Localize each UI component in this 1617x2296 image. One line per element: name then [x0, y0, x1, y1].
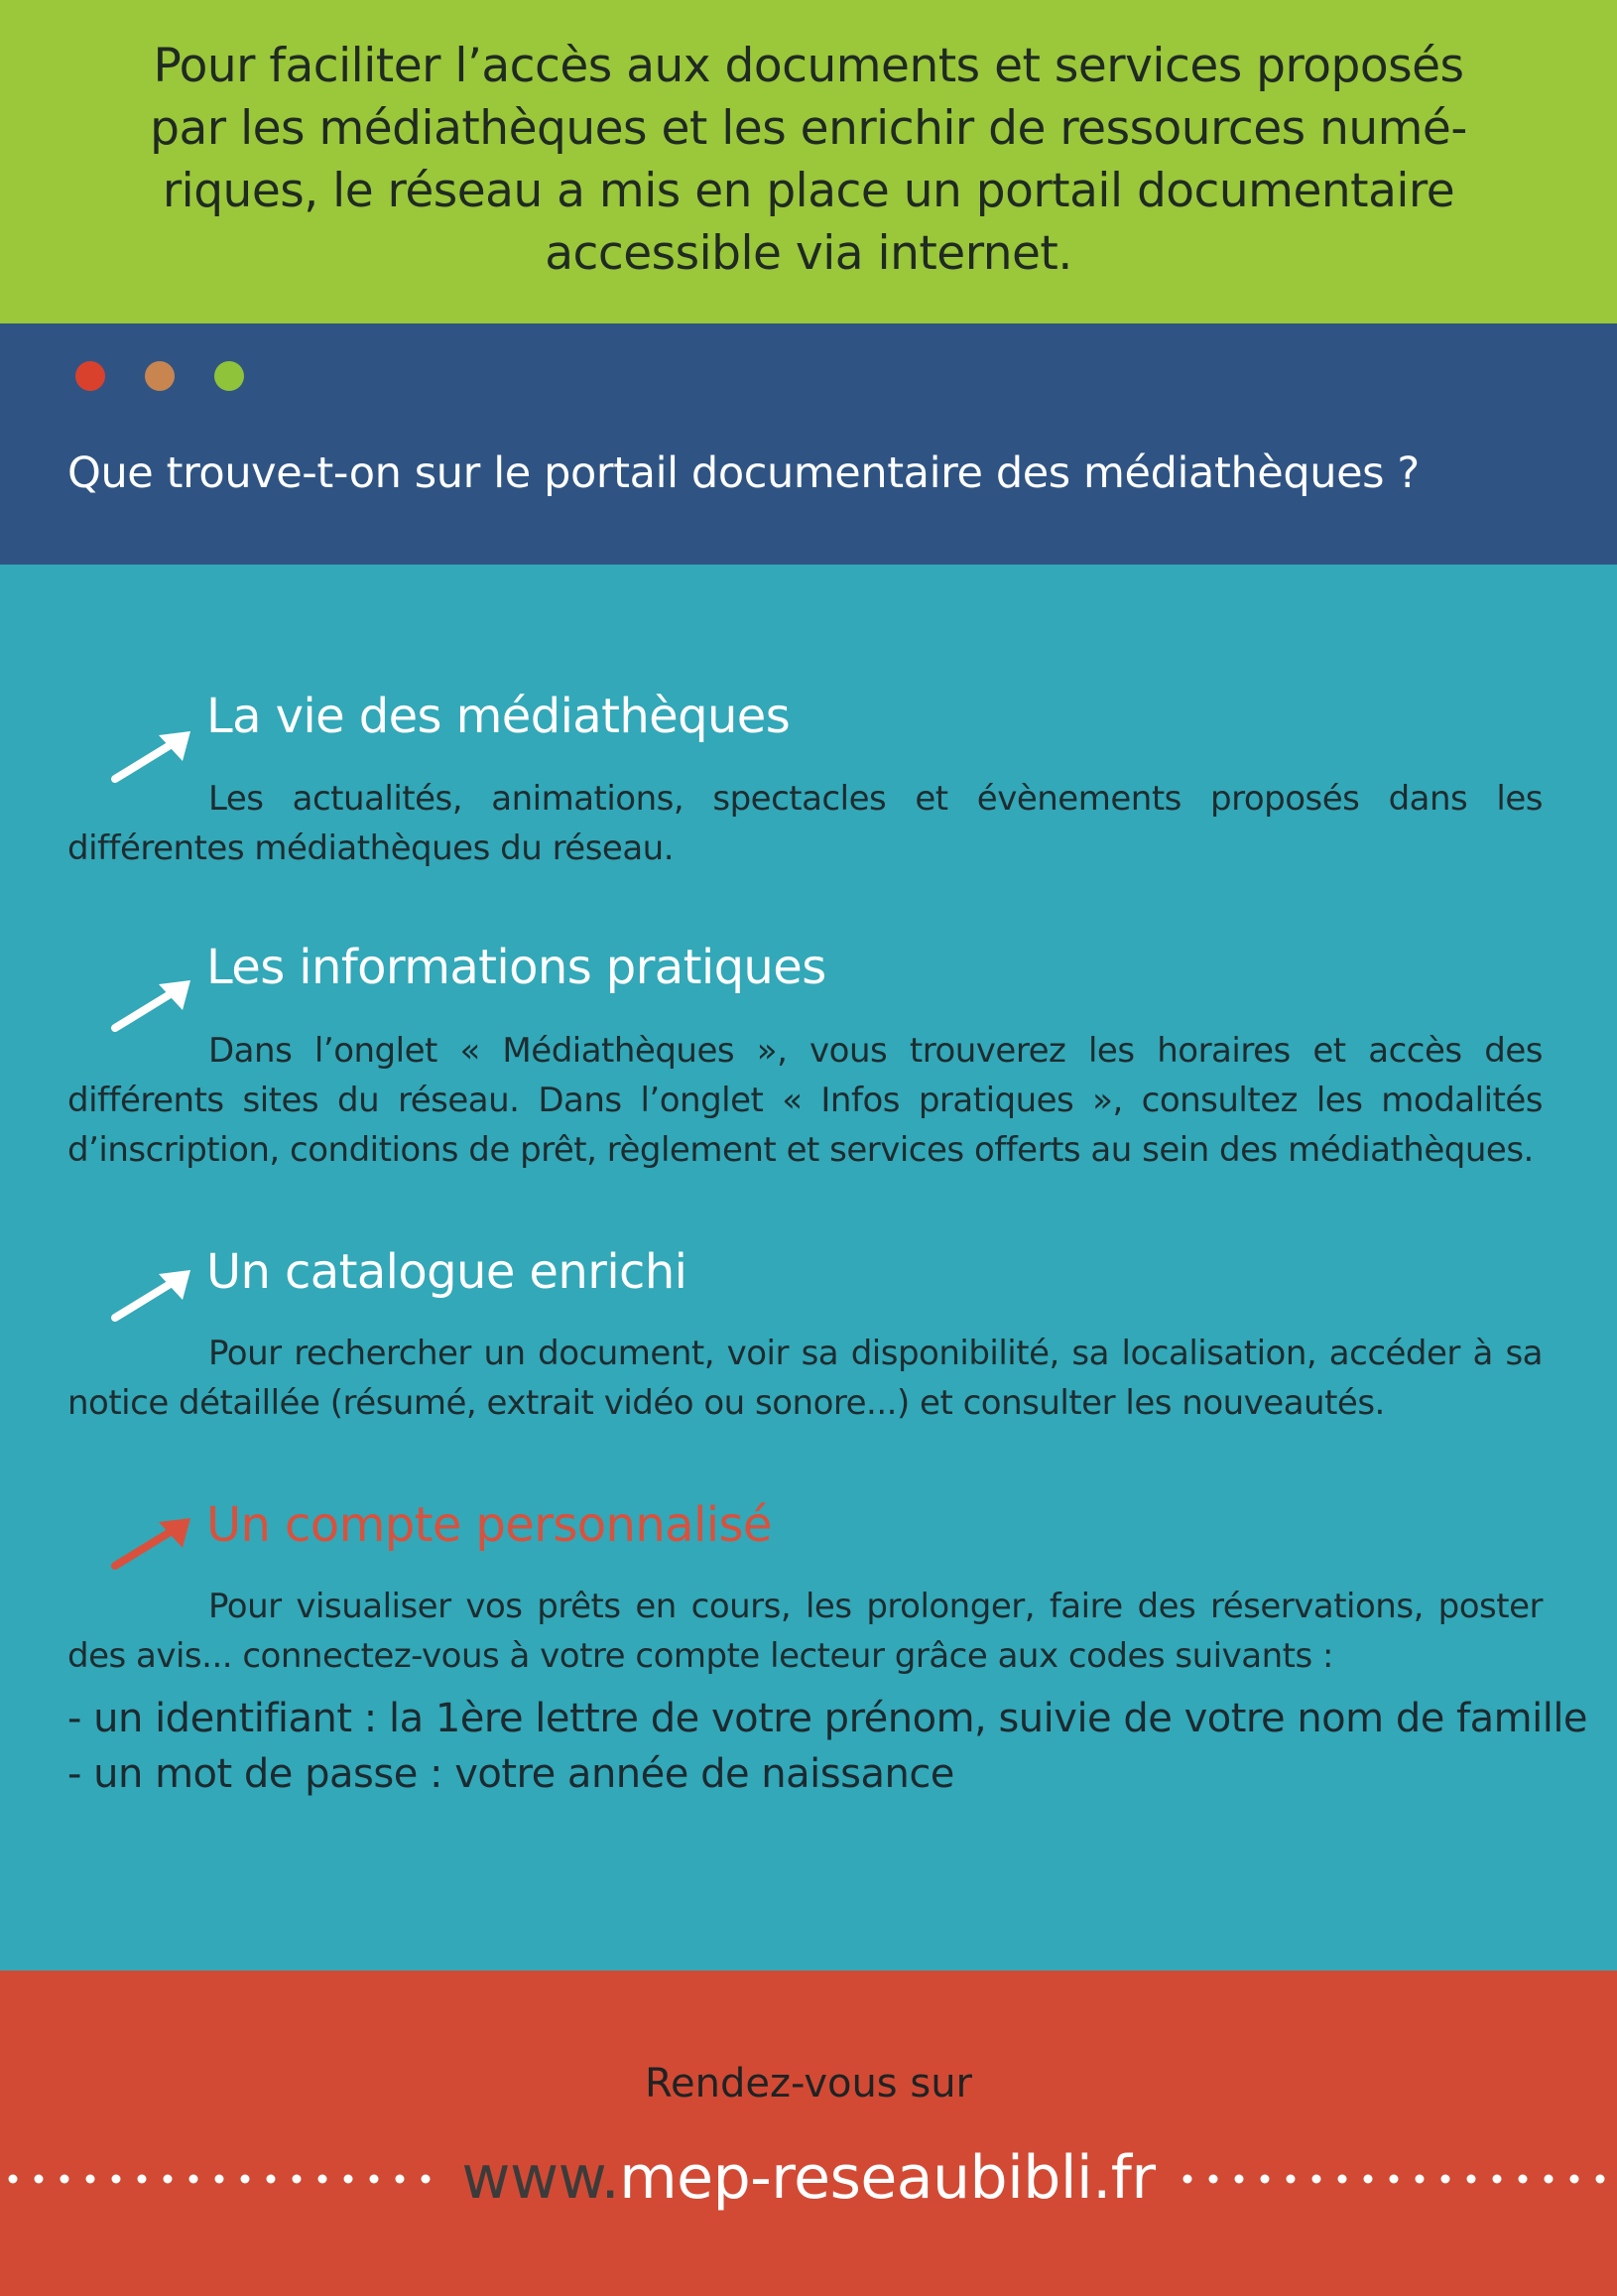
- url-row: [0, 2143, 1617, 2213]
- intro-line: riques, le réseau a mis en place un portail documentaire: [162, 164, 1455, 218]
- arrow-cursor-icon: [109, 1266, 196, 1322]
- red-dot-icon: [75, 361, 105, 391]
- intro-line: par les médiathèques et les enrichir de ressources numé-: [150, 101, 1467, 156]
- orange-dot-icon: [145, 361, 175, 391]
- url-prefix: www.: [461, 2143, 620, 2213]
- login-mot-de-passe: - un mot de passe : votre année de naissance: [67, 1751, 954, 1797]
- section-text: Les actualités, animations, spectacles et évènements proposés dans les différentes médiathèques du réseau.: [67, 779, 1543, 868]
- website-url[interactable]: [0, 2143, 1617, 2213]
- arrow-cursor-icon: [109, 1514, 196, 1570]
- decorative-dots: [75, 361, 244, 391]
- section-text: Pour rechercher un document, voir sa disponibilité, sa localisation, accéder à sa notice détaillée (résumé, extrait vidéo ou sonore...) et consulter les nouveautés.: [67, 1334, 1543, 1423]
- url-domain: mep-reseaubibli.fr: [619, 2143, 1156, 2213]
- rendez-vous-label: Rendez-vous sur: [645, 2061, 972, 2106]
- question-heading: Que trouve-t-on sur le portail documentaire des médiathèques ?: [67, 448, 1420, 498]
- intro-paragraph: [69, 35, 1548, 285]
- intro-line: accessible via internet.: [545, 226, 1072, 281]
- section-text: Dans l’onglet « Médiathèques », vous trouverez les horaires et accès des différents sites du réseau. Dans l’onglet « Infos pratiques », consultez les modalités d’inscription, conditions de prêt, règlement et services offerts au sein des médiathèques.: [67, 1031, 1543, 1170]
- section-title: Les informations pratiques: [206, 940, 826, 995]
- green-dot-icon: [214, 361, 244, 391]
- section-title: Un catalogue enrichi: [206, 1244, 687, 1300]
- intro-band: [0, 0, 1617, 323]
- section-title: La vie des médiathèques: [206, 689, 791, 744]
- section-text: Pour visualiser vos prêts en cours, les prolonger, faire des réservations, poster des avis... connectez-vous à votre compte lecteur grâce aux codes suivants :: [67, 1587, 1543, 1676]
- footer-band: [0, 1971, 1617, 2296]
- arrow-cursor-icon: [109, 976, 196, 1032]
- intro-line: Pour faciliter l’accès aux documents et services proposés: [153, 39, 1464, 93]
- section-title: Un compte personnalisé: [206, 1497, 772, 1553]
- login-identifiant: - un identifiant : la 1ère lettre de votre prénom, suivie de votre nom de famille: [67, 1696, 1588, 1741]
